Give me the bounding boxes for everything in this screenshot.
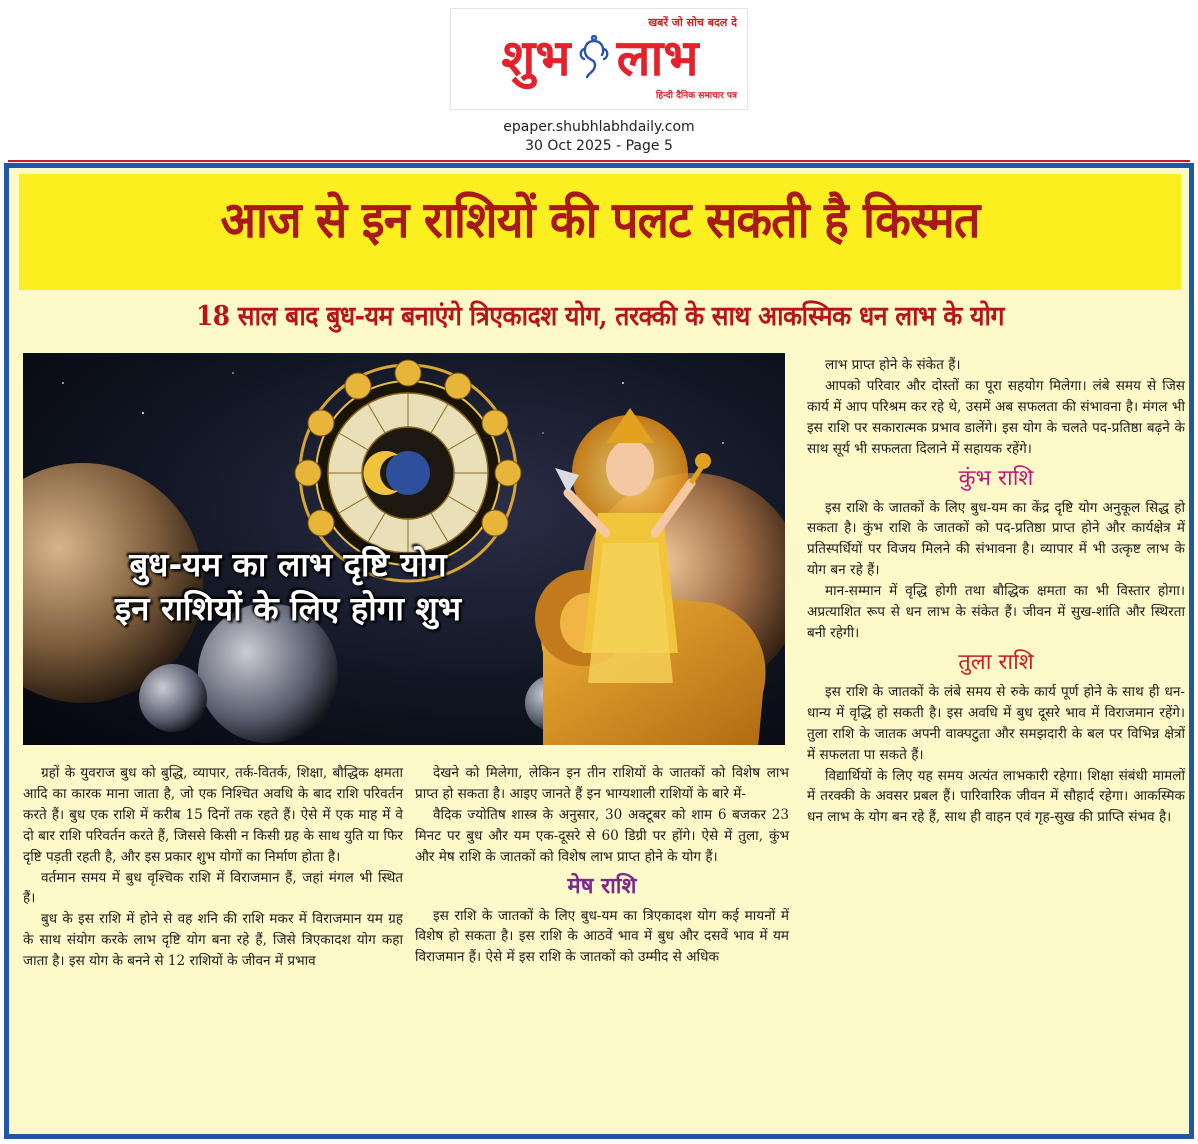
subheadline: 18 साल बाद बुध-यम बनाएंगे त्रिएकादश योग, तरक्की के साथ आकस्मिक धन लाभ के योग — [195, 301, 1005, 332]
paragraph: बुध के इस राशि में होने से वह शनि की राशि मकर में विराजमान यम ग्रह के साथ संयोग करके लाभ दृष्टि योग बना रहे हैं, जिसे त्रिएकादश योग कहा जाता है। इस योग के बनने से 12 राशियों के जीवन में प्रभाव — [23, 911, 403, 970]
paragraph: इस राशि के जातकों के लिए बुध-यम का त्रिएकादश योग कई मायनों में विशेष हो सकता है। इस राशि के आठवें भाव में बुध और दसवें भाव में यम विराजमान हैं। ऐसे में इस राशि के जातकों को उम्मीद से अधिक — [415, 907, 789, 966]
article-column-3 — [807, 355, 1185, 828]
logo-word-right: लाभ — [616, 29, 699, 87]
image-caption-line-1: बुध-यम का लाभ दृष्टि योग — [129, 545, 447, 584]
section-heading-tula: तुला राशि — [958, 649, 1034, 675]
section-heading-kumbh: कुंभ राशि — [958, 465, 1034, 491]
paragraph: लाभ प्राप्त होने के संकेत हैं। — [825, 357, 961, 373]
edition-date-page: 30 Oct 2025 - Page 5 — [525, 138, 673, 154]
paragraph: देखने को मिलेगा, लेकिन इन तीन राशियों के जातकों को विशेष लाभ प्राप्त हो सकता है। आइए जानते हैं इन भाग्यशाली राशियों के बारे में- — [415, 765, 789, 802]
epaper-url[interactable]: epaper.shubhlabhdaily.com — [503, 119, 695, 135]
image-caption-line-2: इन राशियों के लिए होगा शुभ — [114, 589, 462, 628]
article-image — [23, 353, 785, 745]
logo-wordmark — [459, 25, 741, 91]
paragraph: इस राशि के जातकों के लंबे समय से रुके कार्य पूर्ण होने के साथ ही धन-धान्य में वृद्धि हो सकती है। इस अवधि में बुध दूसरे भाव में विराजमान रहेंगे। तुला राशि के जातक अपनी वाक्पटुता और समझदारी के बल पर विभिन्न क्षेत्रों में सफलता पा सकते हैं। — [807, 683, 1185, 763]
ganesh-icon — [577, 35, 611, 81]
paragraph: वर्तमान समय में बुध वृश्चिक राशि में विराजमान हैं, जहां मंगल भी स्थित हैं। — [23, 869, 403, 907]
newspaper-logo[interactable] — [450, 8, 748, 110]
masthead — [0, 0, 1198, 162]
logo-word-left: शुभ — [501, 29, 571, 87]
image-caption — [43, 543, 533, 631]
section-heading-mesh: मेष राशि — [567, 873, 637, 899]
headline: आज से इन राशियों की पलट सकती है किस्मत — [220, 191, 980, 249]
paragraph: वैदिक ज्योतिष शास्त्र के अनुसार, 30 अक्टूबर को शाम 6 बजकर 23 मिनट पर बुध और यम एक-दूसरे से 60 डिग्री पर होंगे। ऐसे में तुला, कुंभ और मेष राशि के जातकों को विशेष लाभ प्राप्त होने के योग हैं। — [415, 806, 789, 865]
article-frame — [4, 163, 1194, 1139]
logo-tagline: खबरें जो सोच बदल दे — [648, 16, 737, 29]
paragraph: आपको परिवार और दोस्तों का पूरा सहयोग मिलेगा। लंबे समय से जिस कार्य में आप परिश्रम कर रहे थे, उसमें अब सफलता की संभावना है। मंगल भी इस राशि पर सकारात्मक प्रभाव डालेंगे। इस योग के चलते पद-प्रतिष्ठा बढ़ने के साथ सूर्य भी सफलता दिलाने में सहायक रहेंगे। — [807, 377, 1185, 457]
article-column-2 — [415, 763, 789, 968]
paragraph: इस राशि के जातकों के लिए बुध-यम का केंद्र दृष्टि योग अनुकूल सिद्ध हो सकता है। कुंभ राशि के जातकों को पद-प्रतिष्ठा प्राप्त होने और कार्यक्षेत्र में प्रतिस्पर्धियों पर विजय मिलने की संभावना है। व्यापार में भी उत्कृष्ट लाभ के योग बन रहे हैं। — [807, 499, 1185, 579]
paragraph: ग्रहों के युवराज बुध को बुद्धि, व्यापार, तर्क-वितर्क, शिक्षा, बौद्धिक क्षमता आदि का कारक माना जाता है, जो एक निश्चित अवधि के बाद राशि परिवर्तन करते हैं। बुध एक राशि में करीब 15 दिनों तक रहते हैं। ऐसे में एक माह में वे दो बार राशि परिवर्तन करते हैं, जिससे किसी न किसी ग्रह के साथ युति या फिर दृष्टि पड़ती रहती है, और इस प्रकार शुभ योगों का निर्माण होता है। — [23, 765, 403, 865]
headline-band — [19, 174, 1181, 290]
masthead-divider — [8, 160, 1190, 162]
logo-subtitle: हिन्दी दैनिक समाचार पत्र — [655, 91, 737, 101]
article-column-1 — [23, 763, 403, 972]
paragraph: मान-सम्मान में वृद्धि होगी तथा बौद्धिक क्षमता का भी विस्तार होगा। अप्रत्याशित रूप से धन लाभ के संकेत हैं। जीवन में सुख-शांति और स्थिरता बनी रहेगी। — [807, 583, 1185, 641]
paragraph: विद्यार्थियों के लिए यह समय अत्यंत लाभकारी रहेगा। शिक्षा संबंधी मामलों में तरक्की के अवसर प्रबल हैं। पारिवारिक जीवन में सौहार्द रहेगा। आकस्मिक धन लाभ के योग बन रहे हैं, साथ ही वाहन एवं गृह-सुख की प्राप्ति संभव है। — [807, 767, 1185, 826]
